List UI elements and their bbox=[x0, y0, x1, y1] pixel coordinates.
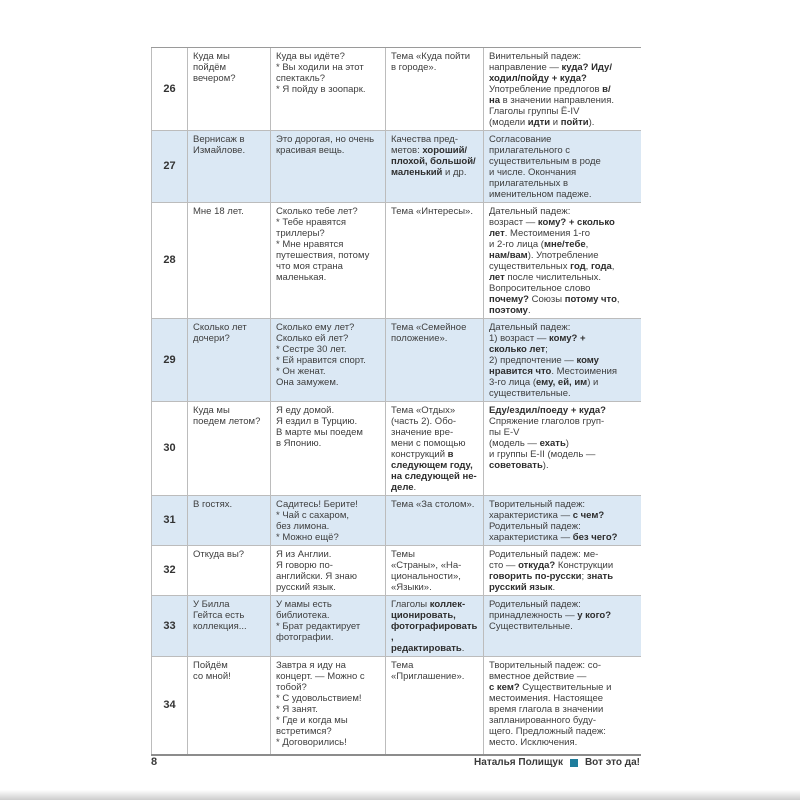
grammar-cell: Родительный падеж: ме- сто — откуда? Конструкции говорить по-русски; знать русский язык. bbox=[484, 546, 641, 596]
examples-cell: Это дорогая, но очень красивая вещь. bbox=[271, 131, 386, 203]
theme-cell: Тема «Интересы». bbox=[386, 203, 484, 319]
examples-cell: Сколько тебе лет? * Тебе нравятся триллеры? * Мне нравятся путешествия, потому что моя страна маленькая. bbox=[271, 203, 386, 319]
examples-cell: Садитесь! Берите! * Чай с сахаром, без лимона. * Можно ещё? bbox=[271, 496, 386, 546]
situation-cell: Куда мы пойдём вечером? bbox=[188, 48, 271, 131]
lesson-number-cell: 31 bbox=[152, 496, 188, 546]
theme-cell: Темы «Страны», «На- циональности», «Языки». bbox=[386, 546, 484, 596]
lesson-number-cell: 33 bbox=[152, 596, 188, 657]
table-row bbox=[152, 596, 641, 657]
lesson-number-cell: 27 bbox=[152, 131, 188, 203]
situation-cell: В гостях. bbox=[188, 496, 271, 546]
syllabus-table bbox=[151, 47, 641, 756]
situation-cell: Мне 18 лет. bbox=[188, 203, 271, 319]
table-row bbox=[152, 657, 641, 755]
grammar-cell: Еду/ездил/поеду + куда? Спряжение глаголов груп- пы Е-V (модель — ехать) и группы Е-II (модель — советовать). bbox=[484, 402, 641, 496]
examples-cell: Завтра я иду на концерт. — Можно с тобой? * С удовольствием! * Я занят. * Где и когда мы встретимся? * Договорились! bbox=[271, 657, 386, 755]
grammar-cell: Согласование прилагательного с существительным в роде и числе. Окончания прилагательных в именительном падеже. bbox=[484, 131, 641, 203]
grammar-cell: Винительный падеж: направление — куда? Иду/ ходил/пойду + куда? Употребление предлогов в/ на в значении направления. Глаголы группы Ё-IV (модели идти и пойти). bbox=[484, 48, 641, 131]
grammar-cell: Творительный падеж: со- вместное действие — с кем? Существительные и местоимения. Настоящее время глагола в значении запланированного буду- щего. Предложный падеж: место. Исключения. bbox=[484, 657, 641, 755]
examples-cell: Сколько ему лет? Сколько ей лет? * Сестре 30 лет. * Ей нравится спорт. * Он женат. Она замужем. bbox=[271, 319, 386, 402]
examples-cell: Куда вы идёте? * Вы ходили на этот спектакль? * Я пойду в зоопарк. bbox=[271, 48, 386, 131]
table-row bbox=[152, 48, 641, 131]
examples-cell: У мамы есть библиотека. * Брат редактирует фотографии. bbox=[271, 596, 386, 657]
theme-cell: Тема «Семейное положение». bbox=[386, 319, 484, 402]
grammar-cell: Дательный падеж: возраст — кому? + сколько лет. Местоимения 1-го и 2-го лица (мне/тебе, нам/вам). Употребление существительных год, года, лет после числительных. Вопросительное слово почему? Союзы потому что, поэтому. bbox=[484, 203, 641, 319]
situation-cell: Сколько лет дочери? bbox=[188, 319, 271, 402]
examples-cell: Я еду домой. Я ездил в Турцию. В марте мы поедем в Японию. bbox=[271, 402, 386, 496]
situation-cell: У Билла Гейтса есть коллекция... bbox=[188, 596, 271, 657]
theme-cell: Тема «Отдых» (часть 2). Обо- значение вре- мени с помощью конструкций в следующем году, на следующей не- деле. bbox=[386, 402, 484, 496]
theme-cell: Глаголы коллек- ционировать, фотографировать, редактировать. bbox=[386, 596, 484, 657]
examples-cell: Я из Англии. Я говорю по- английски. Я знаю русский язык. bbox=[271, 546, 386, 596]
table-row bbox=[152, 546, 641, 596]
theme-cell: Тема «Приглашение». bbox=[386, 657, 484, 755]
table-row bbox=[152, 402, 641, 496]
situation-cell: Откуда вы? bbox=[188, 546, 271, 596]
square-bullet-icon bbox=[570, 759, 578, 767]
theme-cell: Тема «За столом». bbox=[386, 496, 484, 546]
lesson-number-cell: 29 bbox=[152, 319, 188, 402]
lesson-number-cell: 34 bbox=[152, 657, 188, 755]
page-number: 8 bbox=[151, 756, 158, 768]
table-row bbox=[152, 131, 641, 203]
lesson-number-cell: 32 bbox=[152, 546, 188, 596]
table-row bbox=[152, 203, 641, 319]
lesson-number-cell: 30 bbox=[152, 402, 188, 496]
situation-cell: Вернисаж в Измайлове. bbox=[188, 131, 271, 203]
situation-cell: Куда мы поедем летом? bbox=[188, 402, 271, 496]
table-row bbox=[152, 496, 641, 546]
situation-cell: Пойдём со мной! bbox=[188, 657, 271, 755]
footer-credit bbox=[474, 757, 640, 768]
grammar-cell: Творительный падеж: характеристика — с чем? Родительный падеж: характеристика — без чего? bbox=[484, 496, 641, 546]
footer-author: Наталья Полищук bbox=[474, 757, 563, 768]
lesson-number-cell: 28 bbox=[152, 203, 188, 319]
footer-book-title: Вот это да! bbox=[584, 757, 640, 768]
grammar-cell: Родительный падеж: принадлежность — у кого? Существительные. bbox=[484, 596, 641, 657]
table-row bbox=[152, 319, 641, 402]
page-bottom-shadow bbox=[0, 790, 800, 800]
lesson-number-cell: 26 bbox=[152, 48, 188, 131]
theme-cell: Качества пред- метов: хороший/ плохой, большой/ маленький и др. bbox=[386, 131, 484, 203]
theme-cell: Тема «Куда пойти в городе». bbox=[386, 48, 484, 131]
grammar-cell: Дательный падеж: 1) возраст — кому? + сколько лет; 2) предпочтение — кому нравится что. Местоимения 3-го лица (ему, ей, им) и существительные. bbox=[484, 319, 641, 402]
